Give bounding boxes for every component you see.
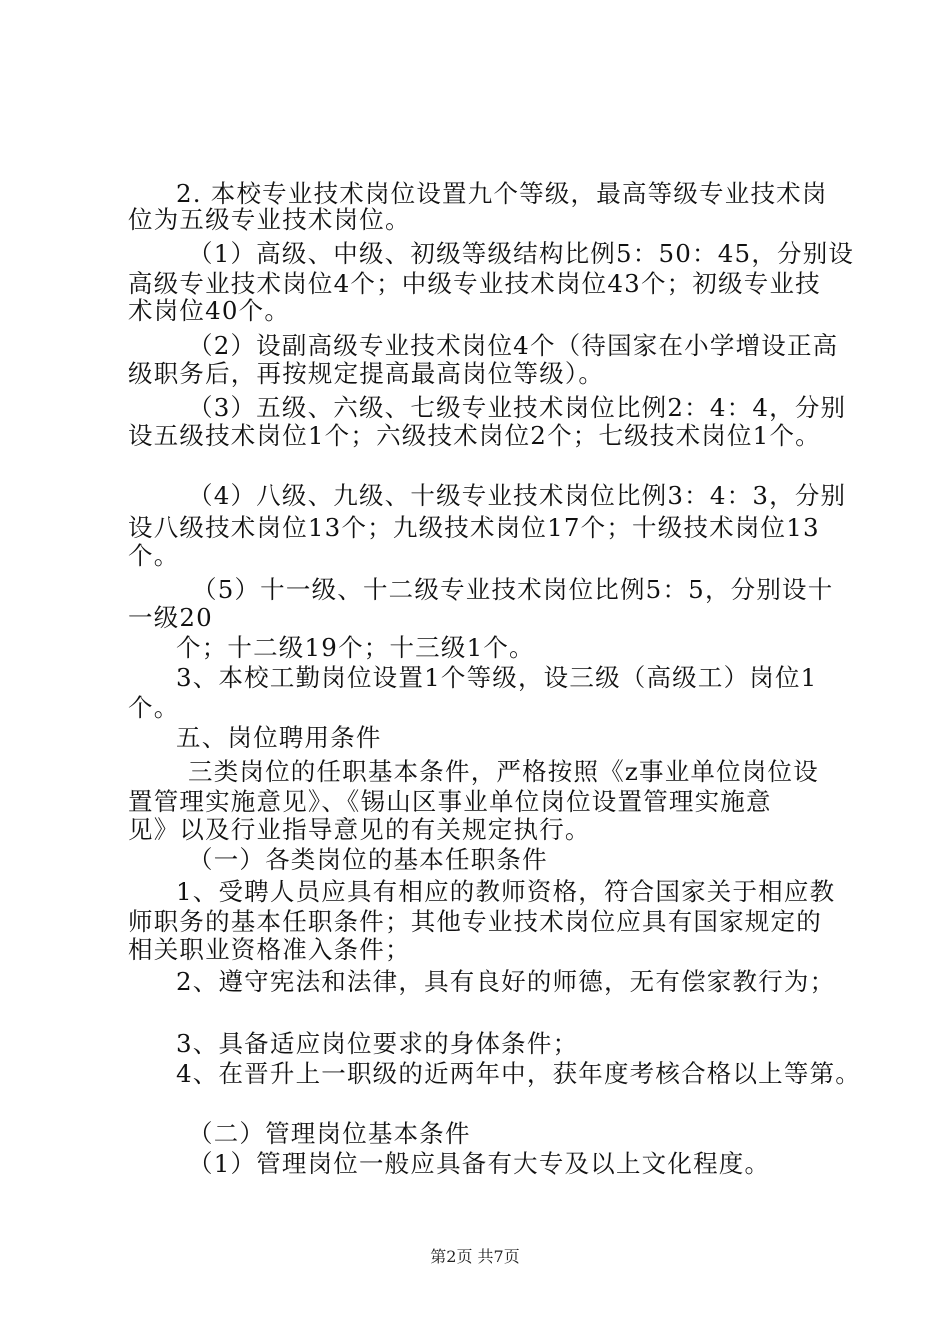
paragraph-line: 级职务后，再按规定提高最高岗位等级）。 — [128, 359, 605, 388]
paragraph-line: 置管理实施意见》、《锡山区事业单位岗位设置管理实施意 — [128, 787, 772, 816]
paragraph-line: 一级20 — [128, 603, 213, 632]
paragraph-line: 4、在晋升上一职级的近两年中，获年度考核合格以上等第。 — [176, 1059, 861, 1088]
subsection-heading: （二）管理岗位基本条件 — [188, 1119, 471, 1148]
paragraph-line: 个。 — [128, 541, 180, 570]
paragraph-line: 师职务的基本任职条件；其他专业技术岗位应具有国家规定的 — [128, 907, 822, 936]
paragraph-line: 高级专业技术岗位4个；中级专业技术岗位43个；初级专业技 — [128, 269, 821, 298]
paragraph-line: 个；十二级19个；十三级1个。 — [176, 633, 535, 662]
paragraph-line: 个。 — [128, 693, 180, 722]
paragraph-line: 1、受聘人员应具有相应的教师资格，符合国家关于相应教 — [176, 877, 836, 906]
subsection-heading: （一）各类岗位的基本任职条件 — [188, 845, 548, 874]
paragraph-line: （1）高级、中级、初级等级结构比例5：50：45，分别设 — [188, 239, 855, 268]
paragraph-line: 术岗位40个。 — [128, 296, 291, 325]
paragraph-line: （1）管理岗位一般应具备有大专及以上文化程度。 — [188, 1149, 771, 1178]
paragraph-line: 位为五级专业技术岗位。 — [128, 205, 411, 234]
paragraph-line: 设五级技术岗位1个；六级技术岗位2个；七级技术岗位1个。 — [128, 421, 821, 450]
paragraph-line: 设八级技术岗位13个；九级技术岗位17个；十级技术岗位13 — [128, 513, 820, 542]
paragraph-line: （3）五级、六级、七级专业技术岗位比例2：4：4，分别 — [188, 393, 847, 422]
paragraph-line: 3、具备适应岗位要求的身体条件； — [176, 1029, 579, 1058]
paragraph-line: 2、遵守宪法和法律，具有良好的师德，无有偿家教行为； — [176, 967, 836, 996]
paragraph-line: 见》以及行业指导意见的有关规定执行。 — [128, 815, 591, 844]
page-footer: 第2页 共7页 — [430, 1247, 520, 1266]
section-heading: 五、岗位聘用条件 — [176, 723, 382, 752]
paragraph-line: 相关职业资格准入条件； — [128, 935, 411, 964]
paragraph-line: 2. 本校专业技术岗位设置九个等级，最高等级专业技术岗 — [176, 179, 828, 208]
paragraph-line: 三类岗位的任职基本条件，严格按照《z事业单位岗位设 — [188, 757, 819, 786]
paragraph-line: 3、本校工勤岗位设置1个等级，设三级（高级工）岗位1 — [176, 663, 818, 692]
paragraph-line: （2）设副高级专业技术岗位4个（待国家在小学增设正高 — [188, 331, 839, 360]
paragraph-line: （5）十一级、十二级专业技术岗位比例5：5，分别设十 — [192, 575, 834, 604]
paragraph-line: （4）八级、九级、十级专业技术岗位比例3：4：3，分别 — [188, 481, 847, 510]
